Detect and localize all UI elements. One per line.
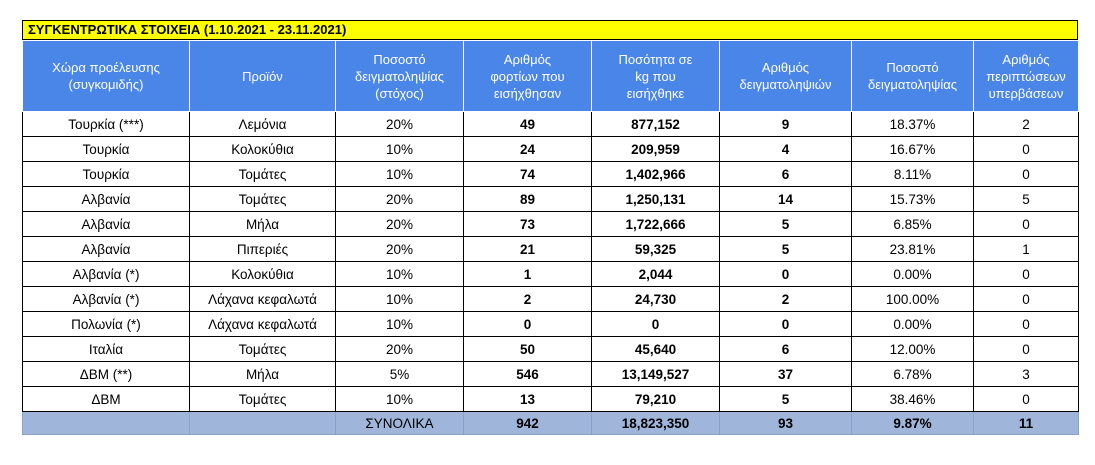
sampling-rate-cell: 6.78% bbox=[852, 362, 974, 387]
target-rate-cell: 20% bbox=[336, 337, 464, 362]
product-cell: Πιπεριές bbox=[190, 237, 336, 262]
quantity-cell: 209,959 bbox=[592, 137, 720, 162]
column-header-line: Ποσοστό bbox=[886, 60, 939, 75]
column-header-line: δειγματοληψιών bbox=[739, 77, 832, 92]
column-header-line: (συγκομιδής) bbox=[68, 77, 144, 92]
table-row bbox=[23, 212, 1079, 237]
quantity-cell: 1,402,966 bbox=[592, 162, 720, 187]
table-title: ΣΥΓΚΕΝΤΡΩΤΙΚΑ ΣΤΟΙΧΕΙΑ (1.10.2021 - 23.11.2021) bbox=[22, 20, 1078, 40]
shipments-cell: 50 bbox=[464, 337, 592, 362]
samples-cell: 9 bbox=[720, 112, 852, 137]
shipments-cell: 89 bbox=[464, 187, 592, 212]
samples-cell: 6 bbox=[720, 162, 852, 187]
samples-cell: 37 bbox=[720, 362, 852, 387]
exceedances-cell: 0 bbox=[974, 262, 1079, 287]
column-header-line: Ποσότητα σε bbox=[618, 51, 693, 67]
country-cell: Πολωνία (*) bbox=[23, 312, 190, 337]
samples-cell: 6 bbox=[720, 337, 852, 362]
target-rate-cell: 20% bbox=[336, 187, 464, 212]
column-header bbox=[464, 41, 592, 112]
sampling-rate-cell: 38.46% bbox=[852, 387, 974, 412]
table-row bbox=[23, 362, 1079, 387]
shipments-cell: 13 bbox=[464, 387, 592, 412]
country-cell: Αλβανία bbox=[23, 187, 190, 212]
samples-cell: 0 bbox=[720, 262, 852, 287]
sampling-rate-cell: 8.11% bbox=[852, 162, 974, 187]
target-rate-cell: 10% bbox=[336, 312, 464, 337]
total-quantity: 18,823,350 bbox=[592, 412, 720, 435]
country-cell: Αλβανία (*) bbox=[23, 262, 190, 287]
exceedances-cell: 5 bbox=[974, 187, 1079, 212]
product-cell: Τομάτες bbox=[190, 387, 336, 412]
samples-cell: 14 bbox=[720, 187, 852, 212]
sampling-rate-cell: 12.00% bbox=[852, 337, 974, 362]
total-row bbox=[23, 412, 1079, 435]
column-header-line: Χώρα προέλευσης bbox=[52, 60, 160, 75]
column-header bbox=[974, 41, 1079, 112]
product-cell: Κολοκύθια bbox=[190, 262, 336, 287]
column-header-line: υπερβάσεων bbox=[988, 85, 1064, 101]
total-label: ΣΥΝΟΛΙΚΑ bbox=[336, 412, 464, 435]
sampling-rate-cell: 6.85% bbox=[852, 212, 974, 237]
sampling-rate-cell: 100.00% bbox=[852, 287, 974, 312]
table-row bbox=[23, 112, 1079, 137]
shipments-cell: 21 bbox=[464, 237, 592, 262]
quantity-cell: 24,730 bbox=[592, 287, 720, 312]
samples-cell: 4 bbox=[720, 137, 852, 162]
column-header bbox=[23, 41, 190, 112]
column-header-line: εισήχθησαν bbox=[493, 85, 562, 101]
summary-table bbox=[22, 40, 1079, 435]
exceedances-cell: 2 bbox=[974, 112, 1079, 137]
country-cell: ΔΒΜ bbox=[23, 387, 190, 412]
quantity-cell: 59,325 bbox=[592, 237, 720, 262]
country-cell: Αλβανία bbox=[23, 237, 190, 262]
column-header-line: Ποσοστό bbox=[373, 51, 426, 67]
table-row bbox=[23, 187, 1079, 212]
shipments-cell: 0 bbox=[464, 312, 592, 337]
country-cell: Τουρκία bbox=[23, 137, 190, 162]
quantity-cell: 79,210 bbox=[592, 387, 720, 412]
country-cell: Ιταλία bbox=[23, 337, 190, 362]
table-row bbox=[23, 262, 1079, 287]
product-cell: Τομάτες bbox=[190, 337, 336, 362]
column-header bbox=[592, 41, 720, 112]
shipments-cell: 74 bbox=[464, 162, 592, 187]
column-header bbox=[190, 41, 336, 112]
column-header bbox=[852, 41, 974, 112]
column-header-line: (στόχος) bbox=[375, 85, 424, 101]
target-rate-cell: 20% bbox=[336, 237, 464, 262]
sampling-rate-cell: 0.00% bbox=[852, 312, 974, 337]
sampling-rate-cell: 23.81% bbox=[852, 237, 974, 262]
total-exceed: 11 bbox=[974, 412, 1079, 435]
column-header-line: Αριθμός bbox=[1002, 51, 1050, 67]
exceedances-cell: 0 bbox=[974, 137, 1079, 162]
target-rate-cell: 10% bbox=[336, 262, 464, 287]
shipments-cell: 73 bbox=[464, 212, 592, 237]
total-rate: 9.87% bbox=[852, 412, 974, 435]
samples-cell: 5 bbox=[720, 237, 852, 262]
country-cell: Αλβανία (*) bbox=[23, 287, 190, 312]
quantity-cell: 1,722,666 bbox=[592, 212, 720, 237]
sampling-rate-cell: 0.00% bbox=[852, 262, 974, 287]
exceedances-cell: 0 bbox=[974, 312, 1079, 337]
target-rate-cell: 10% bbox=[336, 287, 464, 312]
total-empty-cell bbox=[23, 412, 190, 435]
table-row bbox=[23, 337, 1079, 362]
product-cell: Λεμόνια bbox=[190, 112, 336, 137]
target-rate-cell: 10% bbox=[336, 162, 464, 187]
table-row bbox=[23, 287, 1079, 312]
shipments-cell: 2 bbox=[464, 287, 592, 312]
header-row bbox=[23, 41, 1079, 112]
exceedances-cell: 1 bbox=[974, 237, 1079, 262]
column-header-line: φορτίων που bbox=[490, 68, 565, 84]
column-header bbox=[336, 41, 464, 112]
quantity-cell: 45,640 bbox=[592, 337, 720, 362]
product-cell: Λάχανα κεφαλωτά bbox=[190, 312, 336, 337]
exceedances-cell: 0 bbox=[974, 162, 1079, 187]
quantity-cell: 2,044 bbox=[592, 262, 720, 287]
table-row bbox=[23, 162, 1079, 187]
country-cell: ΔΒΜ (**) bbox=[23, 362, 190, 387]
column-header-line: δειγματοληψίας bbox=[867, 77, 958, 92]
country-cell: Αλβανία bbox=[23, 212, 190, 237]
table-row bbox=[23, 312, 1079, 337]
total-shipments: 942 bbox=[464, 412, 592, 435]
quantity-cell: 13,149,527 bbox=[592, 362, 720, 387]
target-rate-cell: 10% bbox=[336, 137, 464, 162]
column-header-line: δειγματοληψίας bbox=[354, 68, 445, 84]
table-body bbox=[23, 112, 1079, 412]
column-header bbox=[720, 41, 852, 112]
quantity-cell: 877,152 bbox=[592, 112, 720, 137]
summary-table-container bbox=[22, 20, 1078, 435]
samples-cell: 5 bbox=[720, 212, 852, 237]
product-cell: Τομάτες bbox=[190, 187, 336, 212]
quantity-cell: 1,250,131 bbox=[592, 187, 720, 212]
samples-cell: 0 bbox=[720, 312, 852, 337]
samples-cell: 5 bbox=[720, 387, 852, 412]
total-empty-cell bbox=[190, 412, 336, 435]
shipments-cell: 24 bbox=[464, 137, 592, 162]
column-header-line: Προϊόν bbox=[242, 68, 283, 84]
product-cell: Μήλα bbox=[190, 212, 336, 237]
exceedances-cell: 0 bbox=[974, 387, 1079, 412]
country-cell: Τουρκία (***) bbox=[23, 112, 190, 137]
product-cell: Κολοκύθια bbox=[190, 137, 336, 162]
quantity-cell: 0 bbox=[592, 312, 720, 337]
target-rate-cell: 20% bbox=[336, 112, 464, 137]
total-samples: 93 bbox=[720, 412, 852, 435]
exceedances-cell: 0 bbox=[974, 337, 1079, 362]
column-header-line: kg που bbox=[635, 68, 676, 84]
shipments-cell: 49 bbox=[464, 112, 592, 137]
exceedances-cell: 0 bbox=[974, 212, 1079, 237]
shipments-cell: 546 bbox=[464, 362, 592, 387]
product-cell: Τομάτες bbox=[190, 162, 336, 187]
column-header-line: εισήχθηκε bbox=[626, 85, 685, 101]
shipments-cell: 1 bbox=[464, 262, 592, 287]
product-cell: Μήλα bbox=[190, 362, 336, 387]
table-row bbox=[23, 137, 1079, 162]
column-header-line: Αριθμός bbox=[761, 60, 810, 75]
sampling-rate-cell: 15.73% bbox=[852, 187, 974, 212]
column-header-line: περιπτώσεων bbox=[986, 68, 1066, 84]
target-rate-cell: 20% bbox=[336, 212, 464, 237]
exceedances-cell: 0 bbox=[974, 287, 1079, 312]
column-header-line: Αριθμός bbox=[503, 51, 552, 67]
target-rate-cell: 10% bbox=[336, 387, 464, 412]
table-row bbox=[23, 237, 1079, 262]
exceedances-cell: 3 bbox=[974, 362, 1079, 387]
table-row bbox=[23, 387, 1079, 412]
sampling-rate-cell: 16.67% bbox=[852, 137, 974, 162]
country-cell: Τουρκία bbox=[23, 162, 190, 187]
samples-cell: 2 bbox=[720, 287, 852, 312]
target-rate-cell: 5% bbox=[336, 362, 464, 387]
product-cell: Λάχανα κεφαλωτά bbox=[190, 287, 336, 312]
sampling-rate-cell: 18.37% bbox=[852, 112, 974, 137]
